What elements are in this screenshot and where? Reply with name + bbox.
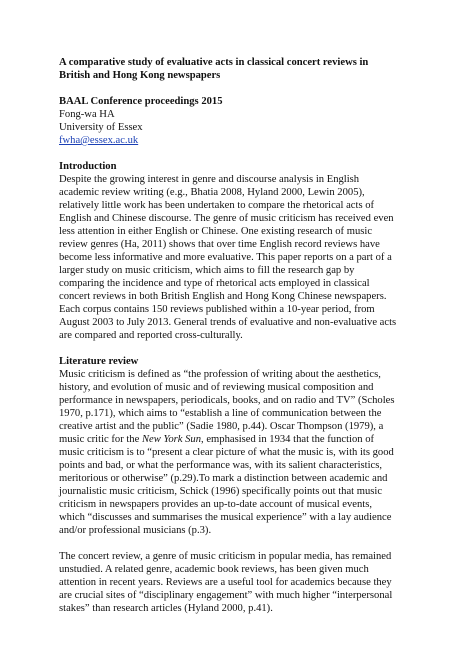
text-line: journalistic music criticism, Schick (1996) specifically points out that music: [59, 486, 383, 497]
text-line: history, and evolution of music and of reviewing musical composition and: [59, 382, 374, 393]
document-page: [59, 56, 419, 628]
author-affiliation: University of Essex: [59, 122, 143, 133]
text-line: larger study on music criticism, which aims to fill the research gap by: [59, 265, 355, 276]
text-line: August 2003 to July 2013. General trends of evaluative and non-evaluative acts: [59, 317, 397, 328]
text-line: unstudied. A related genre, academic book reviews, has been given much: [59, 564, 369, 575]
title-line: A comparative study of evaluative acts in classical concert reviews in: [59, 57, 369, 68]
literature-review-heading: Literature review: [59, 356, 139, 367]
text-line: performance in newspapers, periodicals, books, and on radio and TV” (Scholes: [59, 395, 395, 406]
text-line: concert reviews in both British English and Hong Kong Chinese newspapers.: [59, 291, 387, 302]
text-line: are compared and reported cross-culturally.: [59, 330, 243, 341]
text-line: relatively little work has been undertaken to compare the rhetorical acts of: [59, 200, 375, 211]
author-name: Fong-wa HA: [59, 109, 115, 120]
introduction-heading: Introduction: [59, 161, 117, 172]
text-line: and/or professional musicians (p.3).: [59, 525, 212, 536]
text-line: become less informative and more evaluative. This paper reports on a part of a: [59, 252, 392, 263]
text-line: points and bad, or what the performance was, with its salient characteristics,: [59, 460, 383, 471]
literature-review-paragraph-1: [59, 368, 419, 537]
text-line: stakes” than research articles (Hyland 2000, p.41).: [59, 603, 273, 614]
title-line: British and Hong Kong newspapers: [59, 70, 221, 81]
text-line: review genres (Ha, 2011) shows that over time English record reviews have: [59, 239, 380, 250]
text-line: Each corpus contains 150 reviews published within a 10-year period, from: [59, 304, 375, 315]
italic-newspaper-name: New York Sun: [141, 434, 202, 445]
text-line: 1970, p.171), which aims to “establish a line of communication between the: [59, 408, 382, 419]
text-line: meritorious or otherwise” (p.29).To mark a distinction between academic and: [59, 473, 388, 484]
conference-name: BAAL Conference proceedings 2015: [59, 96, 223, 107]
text-line: The concert review, a genre of music criticism in popular media, has remained: [59, 551, 392, 562]
literature-review-section: [59, 355, 419, 615]
text-fragment: , emphasised in 1934 that the function of: [201, 434, 375, 445]
text-line: creative artist and the public” (Sadie 1980, p.44). Oscar Thompson (1979), a: [59, 421, 384, 432]
paper-title: [59, 56, 419, 82]
text-line: Despite the growing interest in genre and discourse analysis in English: [59, 174, 360, 185]
text-line: academic review writing (e.g., Bhatia 2008, Hyland 2000, Lewin 2005),: [59, 187, 365, 198]
text-line: music criticism is to “present a clear picture of what the music is, with its good: [59, 447, 394, 458]
text-line: attention in recent years. Reviews are a useful tool for academics because they: [59, 577, 392, 588]
text-line: criticism in newspapers provides an up-to-date account of musical events,: [59, 499, 373, 510]
text-fragment: music critic for the: [59, 434, 142, 445]
text-line: are crucial sites of “disciplinary engagement” with much higher “interpersonal: [59, 590, 393, 601]
introduction-paragraph: [59, 173, 419, 342]
literature-review-paragraph-2: [59, 550, 419, 615]
text-line: comparing the incidence and type of rhetorical acts employed in classical: [59, 278, 370, 289]
text-line: less attention in either English or Chinese. One existing research of music: [59, 226, 373, 237]
introduction-section: [59, 160, 419, 342]
text-line-with-italic: [59, 433, 419, 446]
author-block: [59, 95, 419, 147]
text-line: Music criticism is defined as “the profession of writing about the aesthetics,: [59, 369, 381, 380]
text-line: which “discusses and summarises the musical experience” with a lay audience: [59, 512, 392, 523]
text-line: English and Chinese discourse. The genre of music criticism has received even: [59, 213, 394, 224]
author-email-link[interactable]: fwha@essex.ac.uk: [59, 135, 139, 146]
